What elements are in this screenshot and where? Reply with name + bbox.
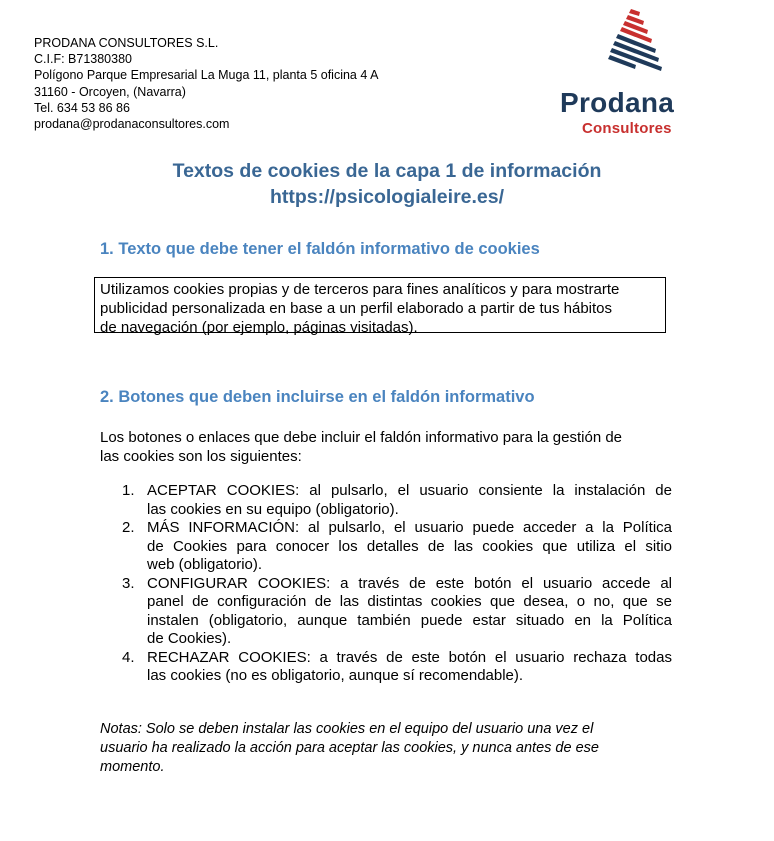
list-line: ACEPTAR COOKIES: al pulsarlo, el usuario consiente la instalación de	[147, 482, 672, 499]
intro-line: las cookies son los siguientes:	[100, 448, 302, 465]
list-line: CONFIGURAR COOKIES: a través de este botón el usuario accede al	[147, 574, 672, 592]
list-item	[122, 482, 672, 519]
buttons-list	[122, 482, 672, 686]
list-item	[122, 575, 672, 649]
company-phone: Tel. 634 53 86 86	[34, 100, 130, 115]
box-line: Utilizamos cookies propias y de terceros para fines analíticos y para mostrarte	[100, 281, 620, 298]
company-cif: C.I.F: B71380380	[34, 52, 132, 67]
section2-heading: 2. Botones que deben incluirse en el faldón informativo	[100, 388, 535, 406]
intro-line: Los botones o enlaces que debe incluir el faldón informativo para la gestión de	[100, 429, 623, 446]
document-url: https://psicologialeire.es/	[269, 186, 505, 208]
list-line: las cookies en su equipo (obligatorio).	[147, 500, 399, 518]
box-line: de navegación (por ejemplo, páginas visitadas).	[100, 319, 418, 336]
list-line: las cookies (no es obligatorio, aunque sí recomendable).	[147, 667, 524, 684]
company-city: 31160 - Orcoyen, (Navarra)	[34, 84, 186, 99]
section2-intro	[100, 428, 670, 466]
list-line: web (obligatorio).	[147, 556, 263, 573]
list-line: instalen (obligatorio, aunque también puede estar situado en la Política	[147, 611, 672, 629]
notes-line: Notas: Solo se deben instalar las cookies en el equipo del usuario una vez el	[100, 721, 594, 737]
company-address: Polígono Parque Empresarial La Muga 11, planta 5 oficina 4 A	[34, 68, 379, 83]
cookie-banner-text-box	[94, 277, 666, 336]
notes	[100, 720, 680, 777]
list-item	[122, 649, 672, 686]
list-item	[122, 519, 672, 575]
prodana-logo	[560, 8, 720, 143]
stripes-logo-icon	[606, 8, 666, 80]
list-line: RECHAZAR COOKIES: a través de este botón el usuario rechaza todas	[147, 648, 672, 666]
list-line: MÁS INFORMACIÓN: al pulsarlo, el usuario puede acceder a la Política	[147, 519, 672, 536]
list-line: de Cookies para conocer los detalles de las cookies que utiliza el sitio	[147, 537, 672, 555]
section1-heading: 1. Texto que debe tener el faldón informativo de cookies	[100, 240, 540, 258]
list-line: panel de configuración de las distintas cookies que desea, o no, que se	[147, 593, 672, 610]
list-number: 4.	[122, 648, 135, 666]
notes-line: usuario ha realizado la acción para aceptar las cookies, y nunca antes de ese	[100, 740, 599, 756]
company-info	[34, 35, 378, 132]
list-number: 2.	[122, 519, 135, 536]
box-line: publicidad personalizada en base a un perfil elaborado a partir de tus hábitos	[100, 300, 613, 317]
list-line: de Cookies).	[147, 630, 232, 647]
document-title: Textos de cookies de la capa 1 de información	[172, 160, 602, 182]
list-number: 1.	[122, 482, 135, 499]
logo-subtitle: Consultores	[582, 120, 672, 137]
notes-line: momento.	[100, 759, 165, 775]
company-name: PRODANA CONSULTORES S.L.	[34, 36, 219, 50]
list-number: 3.	[122, 574, 135, 592]
company-email: prodana@prodanaconsultores.com	[34, 117, 230, 132]
logo-name: Prodana	[560, 87, 675, 118]
